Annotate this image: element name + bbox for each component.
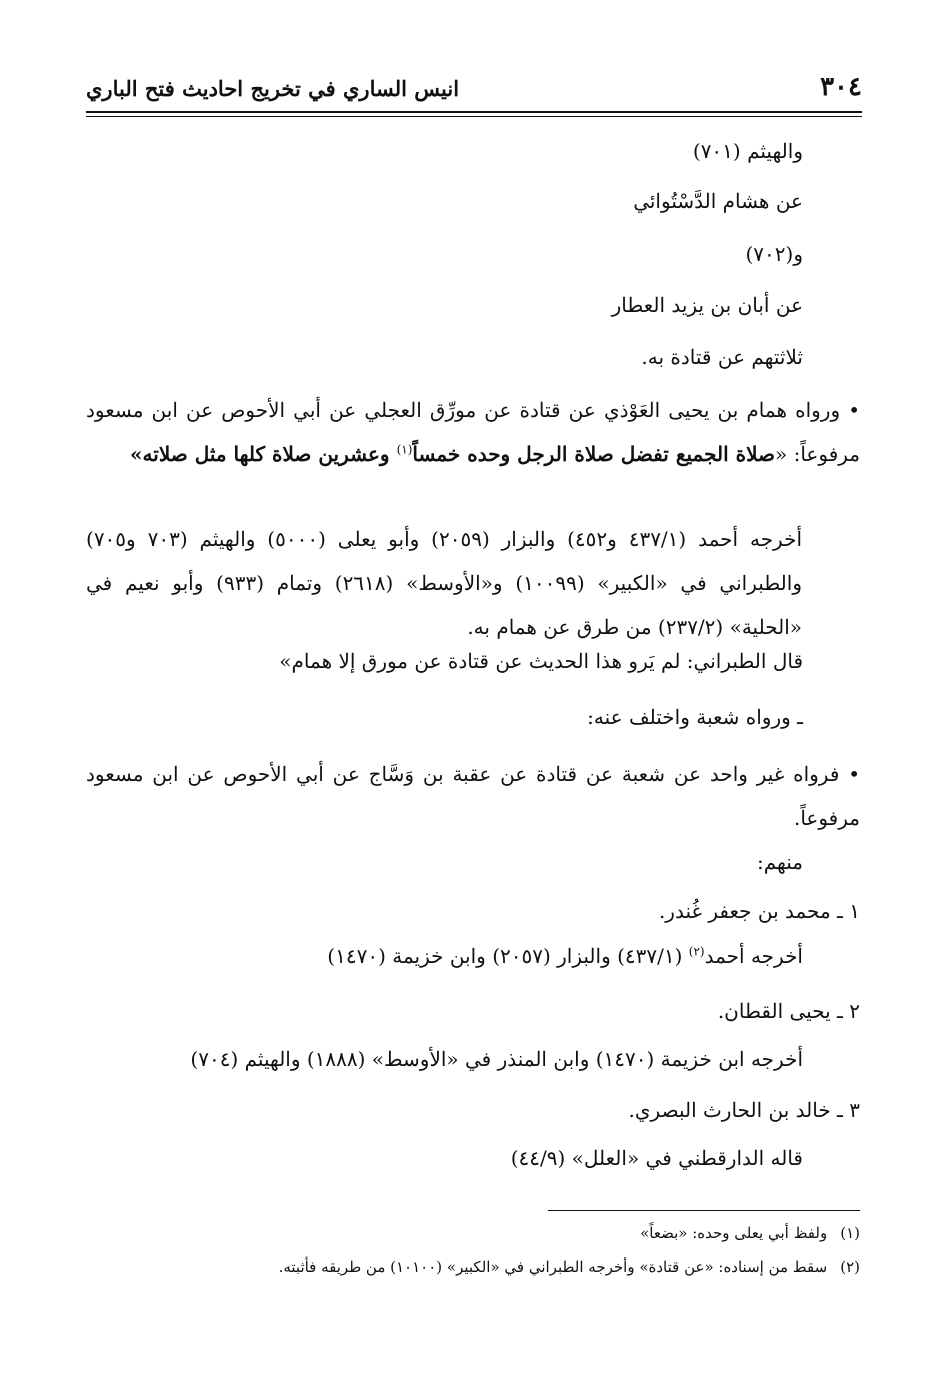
paragraph-takhrij: أخرجه أحمد (٤٣٧/١ و٤٥٢) والبزار (٢٠٥٩) وأبو يعلى (٥٠٠٠) والهيثم (٧٠٣ و٧٠٥) والطبراني في «الكبير» (١٠٠٩٩) و«الأوسط» (٢٦١٨) وتمام (٩٣٣) وأبو نعيم في «الحلية» (٢٣٧/٢) من طرق عن همام به.: [86, 527, 803, 639]
footnote-ref-1: (١): [396, 442, 413, 457]
list-item-2-takhrij: أخرجه ابن خزيمة (١٤٧٠) وابن المنذر في «الأوسط» (١٨٨٨) والهيثم (٧٠٤): [190, 1047, 803, 1071]
text-line-2: عن هشام الدَّسْتُوائي: [633, 189, 803, 213]
page-header: [86, 72, 862, 110]
page-number: ٣٠٤: [820, 72, 862, 102]
running-title: انيس الساري في تخريج احاديث فتح الباري: [86, 76, 460, 101]
text-line-minhum: منهم:: [756, 850, 803, 874]
hadith-text: صلاة الجميع تفضل صلاة الرجل وحده خمساً: [412, 442, 775, 466]
footnote-2: [279, 1256, 860, 1278]
footnote-rule: [548, 1210, 860, 1211]
header-rule-thin: [86, 116, 862, 117]
footnote-2-number: (٢): [840, 1258, 860, 1276]
text-line-4: عن أبان بن يزيد العطار: [611, 293, 803, 317]
footnote-2-text: سقط من إسناده: «عن قتادة» وأخرجه الطبراني في «الكبير» (١٠١٠٠) من طريقه فأثبته.: [278, 1258, 828, 1276]
footnote-ref-2: (٢): [688, 944, 705, 959]
hadith-text-end: وعشرين صلاة كلها مثل صلاته»: [130, 442, 397, 466]
list-item-1: ١ ـ محمد بن جعفر غُندر.: [658, 899, 860, 923]
text-line-1: والهيثم (٧٠١): [692, 139, 803, 163]
paragraph-hammam-intro: • ورواه همام بن يحيى العَوْذي عن قتادة عن مورِّق العجلي عن أبي الأحوص عن ابن مسعود مرفوعاً: «: [86, 398, 860, 466]
footnote-1-number: (١): [840, 1224, 860, 1242]
text-line-5: ثلاثتهم عن قتادة به.: [641, 345, 803, 369]
text-line-3: و(٧٠٢): [745, 242, 803, 266]
list-item-1-takhrij-a: أخرجه أحمد: [704, 944, 803, 968]
list-item-3: ٣ ـ خالد بن الحارث البصري.: [628, 1098, 860, 1122]
footnote-1: [640, 1222, 860, 1244]
list-item-3-source: قاله الدارقطني في «العلل» (٤٤/٩): [510, 1146, 803, 1170]
header-rule-thick: [86, 111, 862, 113]
paragraph-ghayr-wahid: • فرواه غير واحد عن شعبة عن قتادة عن عقبة بن وَسَّاج عن أبي الأحوص عن ابن مسعود مرفوعاً.: [86, 762, 860, 830]
text-line-shuba: ـ ورواه شعبة واختلف عنه:: [587, 705, 803, 729]
paragraph-hammam: [86, 388, 860, 476]
list-item-1-takhrij-b: (٤٣٧/١) والبزار (٢٠٥٧) وابن خزيمة (١٤٧٠): [327, 944, 689, 968]
text-line-tabarani: قال الطبراني: لم يَرو هذا الحديث عن قتادة عن مورق إلا همام»: [279, 649, 803, 673]
list-item-1-takhrij: [327, 941, 803, 971]
list-item-2: ٢ ـ يحيى القطان.: [717, 999, 860, 1023]
footnote-1-text: ولفظ أبي يعلى وحده: «بضعاً»: [640, 1224, 828, 1242]
